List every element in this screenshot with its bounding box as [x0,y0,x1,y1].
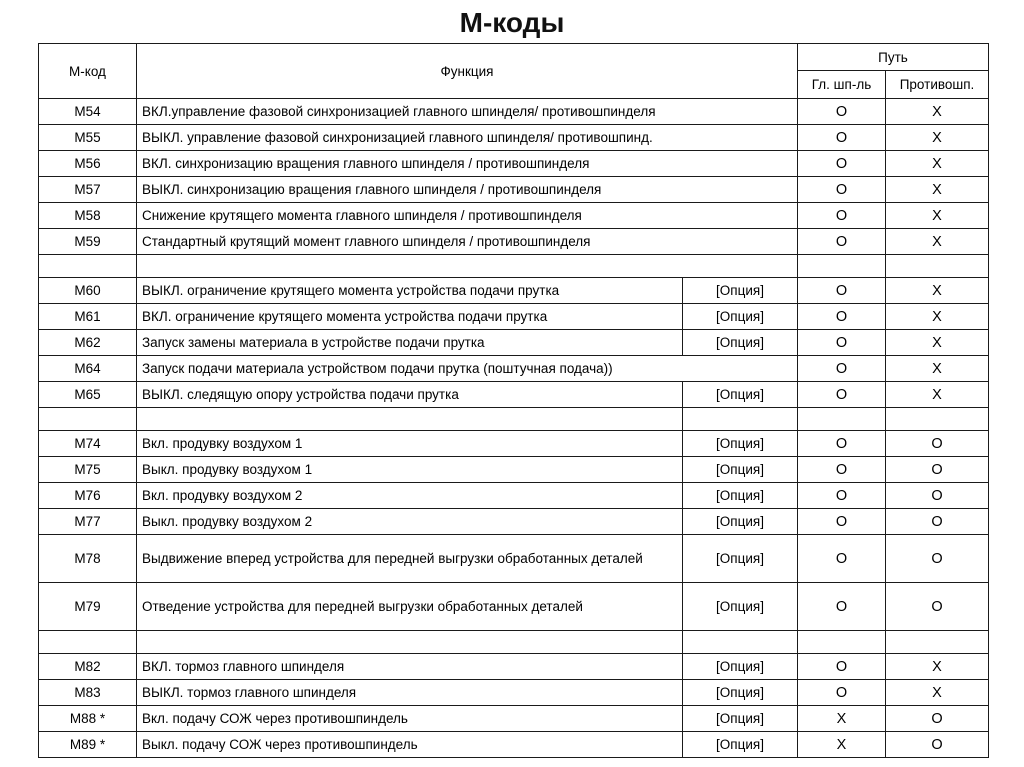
header-function: Функция [137,44,798,99]
cell-counter-spindle: X [886,680,989,706]
table-row [39,330,989,356]
cell-function: ВЫКЛ. управление фазовой синхронизацией главного шпинделя/ противошпинд. [137,125,798,151]
table-row [39,583,989,631]
cell-main-spindle: O [798,483,886,509]
table-body [39,99,989,758]
table-row [39,535,989,583]
cell-function: Запуск подачи материала устройством подачи прутка (поштучная подача)) [137,356,798,382]
cell-option: [Опция] [683,706,798,732]
header-mcode: М-код [39,44,137,99]
cell-main-spindle: O [798,177,886,203]
table-row [39,457,989,483]
cell-main-spindle [798,631,886,654]
cell-mcode [39,408,137,431]
cell-mcode: M77 [39,509,137,535]
cell-main-spindle: O [798,229,886,255]
cell-mcode: M74 [39,431,137,457]
cell-counter-spindle: X [886,99,989,125]
cell-main-spindle: O [798,457,886,483]
cell-function: Выдвижение вперед устройства для передней выгрузки обработанных деталей [137,535,683,583]
mcodes-table-container [0,43,1024,758]
cell-mcode: M58 [39,203,137,229]
cell-function: Вкл. продувку воздухом 1 [137,431,683,457]
table-row [39,382,989,408]
cell-counter-spindle [886,408,989,431]
cell-function [137,631,683,654]
cell-main-spindle: X [798,732,886,758]
cell-option: [Опция] [683,457,798,483]
cell-counter-spindle: O [886,535,989,583]
cell-mcode: M55 [39,125,137,151]
cell-function: Выкл. подачу СОЖ через противошпиндель [137,732,683,758]
table-row [39,732,989,758]
cell-option: [Опция] [683,680,798,706]
cell-function [137,408,683,431]
cell-counter-spindle: O [886,583,989,631]
cell-counter-spindle: X [886,203,989,229]
cell-counter-spindle [886,255,989,278]
cell-option: [Опция] [683,583,798,631]
cell-mcode: M61 [39,304,137,330]
cell-function: ВКЛ.управление фазовой синхронизацией главного шпинделя/ противошпинделя [137,99,798,125]
cell-function: Вкл. продувку воздухом 2 [137,483,683,509]
cell-counter-spindle: O [886,732,989,758]
cell-main-spindle: O [798,583,886,631]
cell-counter-spindle [886,631,989,654]
cell-function: ВКЛ. синхронизацию вращения главного шпинделя / противошпинделя [137,151,798,177]
cell-function: ВКЛ. тормоз главного шпинделя [137,654,683,680]
cell-counter-spindle: X [886,151,989,177]
table-row [39,509,989,535]
cell-main-spindle: O [798,304,886,330]
page-title: М-коды [459,7,565,38]
cell-main-spindle: O [798,654,886,680]
cell-counter-spindle: X [886,278,989,304]
cell-counter-spindle: X [886,382,989,408]
cell-mcode: M88 * [39,706,137,732]
cell-mcode: M60 [39,278,137,304]
cell-function: ВЫКЛ. синхронизацию вращения главного шпинделя / противошпинделя [137,177,798,203]
cell-mcode: M57 [39,177,137,203]
cell-counter-spindle: O [886,706,989,732]
cell-counter-spindle: X [886,654,989,680]
table-header-row-1 [39,44,989,71]
cell-mcode: M82 [39,654,137,680]
cell-function: Снижение крутящего момента главного шпинделя / противошпинделя [137,203,798,229]
cell-function [137,255,798,278]
cell-mcode: M89 * [39,732,137,758]
cell-counter-spindle: X [886,229,989,255]
cell-mcode: M83 [39,680,137,706]
cell-option: [Опция] [683,654,798,680]
cell-main-spindle: X [798,706,886,732]
table-spacer-row [39,631,989,654]
cell-function: ВЫКЛ. следящую опору устройства подачи прутка [137,382,683,408]
cell-main-spindle: O [798,509,886,535]
cell-function: ВЫКЛ. тормоз главного шпинделя [137,680,683,706]
cell-option [683,408,798,431]
cell-option: [Опция] [683,330,798,356]
header-main-spindle: Гл. шп-ль [798,71,886,99]
cell-function: Запуск замены материала в устройстве подачи прутка [137,330,683,356]
cell-counter-spindle: X [886,125,989,151]
table-row [39,177,989,203]
cell-mcode: M75 [39,457,137,483]
table-row [39,654,989,680]
cell-mcode: M76 [39,483,137,509]
cell-mcode: M64 [39,356,137,382]
cell-option [683,631,798,654]
cell-mcode: M54 [39,99,137,125]
table-row [39,229,989,255]
cell-main-spindle: O [798,278,886,304]
cell-main-spindle: O [798,330,886,356]
table-row [39,203,989,229]
cell-option: [Опция] [683,509,798,535]
cell-main-spindle: O [798,382,886,408]
cell-option: [Опция] [683,483,798,509]
cell-option: [Опция] [683,431,798,457]
cell-main-spindle: O [798,99,886,125]
cell-option: [Опция] [683,535,798,583]
cell-main-spindle: O [798,125,886,151]
cell-mcode [39,631,137,654]
cell-counter-spindle: O [886,509,989,535]
cell-mcode: M78 [39,535,137,583]
cell-function: Выкл. продувку воздухом 1 [137,457,683,483]
cell-option: [Опция] [683,304,798,330]
table-header [39,44,989,99]
cell-counter-spindle: X [886,304,989,330]
cell-main-spindle: O [798,431,886,457]
cell-mcode: M62 [39,330,137,356]
cell-main-spindle [798,255,886,278]
table-row [39,151,989,177]
cell-option: [Опция] [683,278,798,304]
cell-function: Выкл. продувку воздухом 2 [137,509,683,535]
cell-option: [Опция] [683,382,798,408]
header-path: Путь [798,44,989,71]
table-spacer-row [39,408,989,431]
table-row [39,99,989,125]
cell-mcode: M79 [39,583,137,631]
cell-main-spindle [798,408,886,431]
table-row [39,706,989,732]
table-row [39,431,989,457]
table-row [39,278,989,304]
cell-mcode: M59 [39,229,137,255]
cell-counter-spindle: X [886,177,989,203]
cell-counter-spindle: X [886,330,989,356]
cell-main-spindle: O [798,151,886,177]
table-row [39,483,989,509]
cell-counter-spindle: X [886,356,989,382]
cell-mcode [39,255,137,278]
cell-function: ВЫКЛ. ограничение крутящего момента устройства подачи прутка [137,278,683,304]
cell-counter-spindle: O [886,457,989,483]
mcodes-table [38,43,989,758]
cell-main-spindle: O [798,356,886,382]
cell-function: Отведение устройства для передней выгрузки обработанных деталей [137,583,683,631]
cell-main-spindle: O [798,535,886,583]
cell-function: Вкл. подачу СОЖ через противошпиндель [137,706,683,732]
table-spacer-row [39,255,989,278]
cell-mcode: M56 [39,151,137,177]
cell-function: ВКЛ. ограничение крутящего момента устройства подачи прутка [137,304,683,330]
cell-main-spindle: O [798,203,886,229]
cell-function: Стандартный крутящий момент главного шпинделя / противошпинделя [137,229,798,255]
table-row [39,304,989,330]
cell-counter-spindle: O [886,431,989,457]
table-row [39,356,989,382]
table-row [39,125,989,151]
header-counter-spindle: Противошп. [886,71,989,99]
cell-main-spindle: O [798,680,886,706]
cell-mcode: M65 [39,382,137,408]
cell-counter-spindle: O [886,483,989,509]
table-row [39,680,989,706]
cell-option: [Опция] [683,732,798,758]
